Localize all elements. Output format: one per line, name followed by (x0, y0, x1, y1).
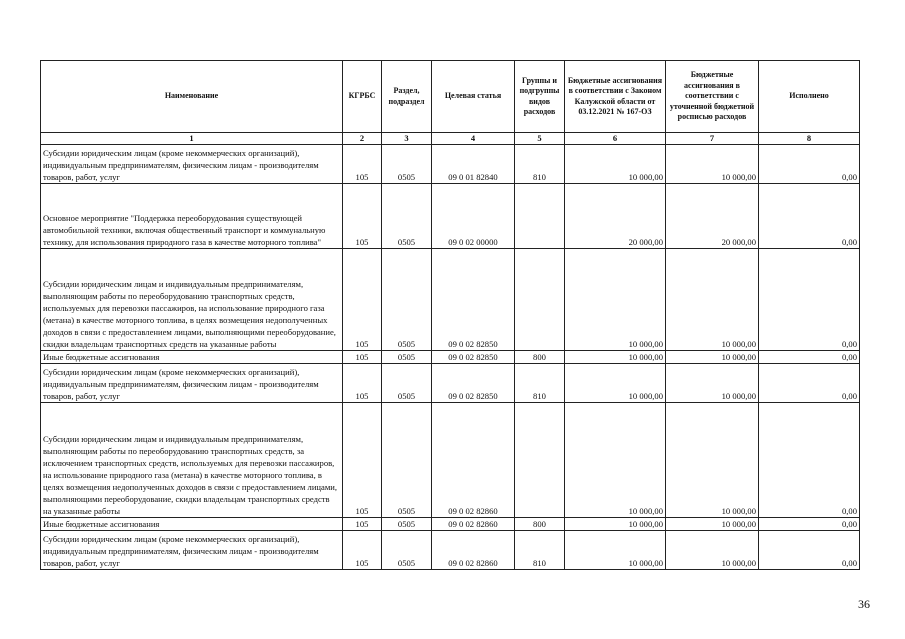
row-section: 0505 (382, 249, 432, 351)
row-kgrbs: 105 (343, 364, 382, 403)
row-target: 09 0 02 82860 (432, 403, 515, 518)
page-number: 36 (858, 597, 870, 611)
table-row (41, 351, 860, 364)
column-number: 2 (343, 133, 382, 145)
row-kgrbs: 105 (343, 249, 382, 351)
header-group: Группы и подгруппы видов расходов (515, 61, 565, 133)
row-adjusted-allocation: 10 000,00 (666, 249, 759, 351)
row-law-allocation: 20 000,00 (565, 184, 666, 249)
row-name: Иные бюджетные ассигнования (41, 351, 343, 364)
table-row (41, 145, 860, 184)
row-kgrbs: 105 (343, 351, 382, 364)
table-row (41, 403, 860, 518)
table-row (41, 184, 860, 249)
header-adjusted-allocation: Бюджетные ассигнования в соответствии с уточненной бюджетной росписью расходов (666, 61, 759, 133)
row-law-allocation: 10 000,00 (565, 518, 666, 531)
column-number: 6 (565, 133, 666, 145)
row-group (515, 249, 565, 351)
row-adjusted-allocation: 10 000,00 (666, 518, 759, 531)
row-name: Субсидии юридическим лицам и индивидуальным предпринимателям, выполняющим работы по переоборудованию транспортных средств, за исключением транспортных средств, используемых для перевозки пассажиров, на использование природного газа (метана) в качестве моторного топлива, в целях возмещения недополученных доходов в связи с предоставлением лицами, выполняющими переоборудование, скидки владельцам транспортных средств на указанные работы (41, 403, 343, 518)
row-target: 09 0 02 82860 (432, 518, 515, 531)
row-target: 09 0 02 82850 (432, 249, 515, 351)
row-target: 09 0 02 00000 (432, 184, 515, 249)
table-row (41, 531, 860, 570)
row-law-allocation: 10 000,00 (565, 531, 666, 570)
row-group: 810 (515, 145, 565, 184)
row-law-allocation: 10 000,00 (565, 351, 666, 364)
row-executed: 0,00 (759, 184, 860, 249)
row-executed: 0,00 (759, 531, 860, 570)
header-target: Целевая статья (432, 61, 515, 133)
row-executed: 0,00 (759, 145, 860, 184)
row-name: Субсидии юридическим лицам (кроме некоммерческих организаций), индивидуальным предпринимателям, физическим лицам - производителям товаров, работ, услуг (41, 145, 343, 184)
column-number: 7 (666, 133, 759, 145)
row-law-allocation: 10 000,00 (565, 145, 666, 184)
column-number: 1 (41, 133, 343, 145)
header-section: Раздел, подраздел (382, 61, 432, 133)
table-row (41, 249, 860, 351)
row-target: 09 0 01 82840 (432, 145, 515, 184)
row-name: Основное мероприятие "Поддержка переоборудования существующей автомобильной техники, включая общественный транспорт и коммунальную технику, для использования природного газа в качестве моторного топлива" (41, 184, 343, 249)
row-adjusted-allocation: 10 000,00 (666, 145, 759, 184)
row-adjusted-allocation: 10 000,00 (666, 403, 759, 518)
column-number: 8 (759, 133, 860, 145)
row-group: 810 (515, 364, 565, 403)
row-section: 0505 (382, 518, 432, 531)
table-row (41, 364, 860, 403)
row-law-allocation: 10 000,00 (565, 364, 666, 403)
row-executed: 0,00 (759, 351, 860, 364)
column-number-row (41, 133, 860, 145)
row-law-allocation: 10 000,00 (565, 403, 666, 518)
row-adjusted-allocation: 10 000,00 (666, 531, 759, 570)
row-name: Субсидии юридическим лицам (кроме некоммерческих организаций), индивидуальным предпринимателям, физическим лицам - производителям товаров, работ, услуг (41, 364, 343, 403)
row-target: 09 0 02 82850 (432, 364, 515, 403)
row-section: 0505 (382, 351, 432, 364)
row-name: Субсидии юридическим лицам (кроме некоммерческих организаций), индивидуальным предпринимателям, физическим лицам - производителям товаров, работ, услуг (41, 531, 343, 570)
row-target: 09 0 02 82850 (432, 351, 515, 364)
row-adjusted-allocation: 10 000,00 (666, 364, 759, 403)
header-name: Наименование (41, 61, 343, 133)
budget-table (40, 60, 860, 570)
header-executed: Исполнено (759, 61, 860, 133)
column-number: 4 (432, 133, 515, 145)
header-kgrbs: КГРБС (343, 61, 382, 133)
row-adjusted-allocation: 20 000,00 (666, 184, 759, 249)
row-kgrbs: 105 (343, 518, 382, 531)
row-name: Субсидии юридическим лицам и индивидуальным предпринимателям, выполняющим работы по переоборудованию транспортных средств, используемых для перевозки пассажиров, на использование природного газа (метана) в качестве моторного топлива, в целях возмещения недополученных доходов в связи с предоставлением лицами, выполняющими переоборудование, скидки владельцам транспортных средств на указанные работы (41, 249, 343, 351)
column-number: 3 (382, 133, 432, 145)
row-kgrbs: 105 (343, 184, 382, 249)
row-group (515, 403, 565, 518)
row-section: 0505 (382, 145, 432, 184)
row-group: 810 (515, 531, 565, 570)
row-section: 0505 (382, 403, 432, 518)
table-header-row (41, 61, 860, 133)
row-kgrbs: 105 (343, 531, 382, 570)
row-kgrbs: 105 (343, 145, 382, 184)
row-section: 0505 (382, 364, 432, 403)
row-section: 0505 (382, 184, 432, 249)
row-group (515, 184, 565, 249)
table-row (41, 518, 860, 531)
header-law-allocation: Бюджетные ассигнования в соответствии с Законом Калужской области от 03.12.2021 № 167-ОЗ (565, 61, 666, 133)
row-target: 09 0 02 82860 (432, 531, 515, 570)
row-executed: 0,00 (759, 403, 860, 518)
row-executed: 0,00 (759, 518, 860, 531)
row-executed: 0,00 (759, 364, 860, 403)
row-kgrbs: 105 (343, 403, 382, 518)
row-adjusted-allocation: 10 000,00 (666, 351, 759, 364)
column-number: 5 (515, 133, 565, 145)
row-group: 800 (515, 518, 565, 531)
row-section: 0505 (382, 531, 432, 570)
row-law-allocation: 10 000,00 (565, 249, 666, 351)
row-name: Иные бюджетные ассигнования (41, 518, 343, 531)
row-group: 800 (515, 351, 565, 364)
row-executed: 0,00 (759, 249, 860, 351)
